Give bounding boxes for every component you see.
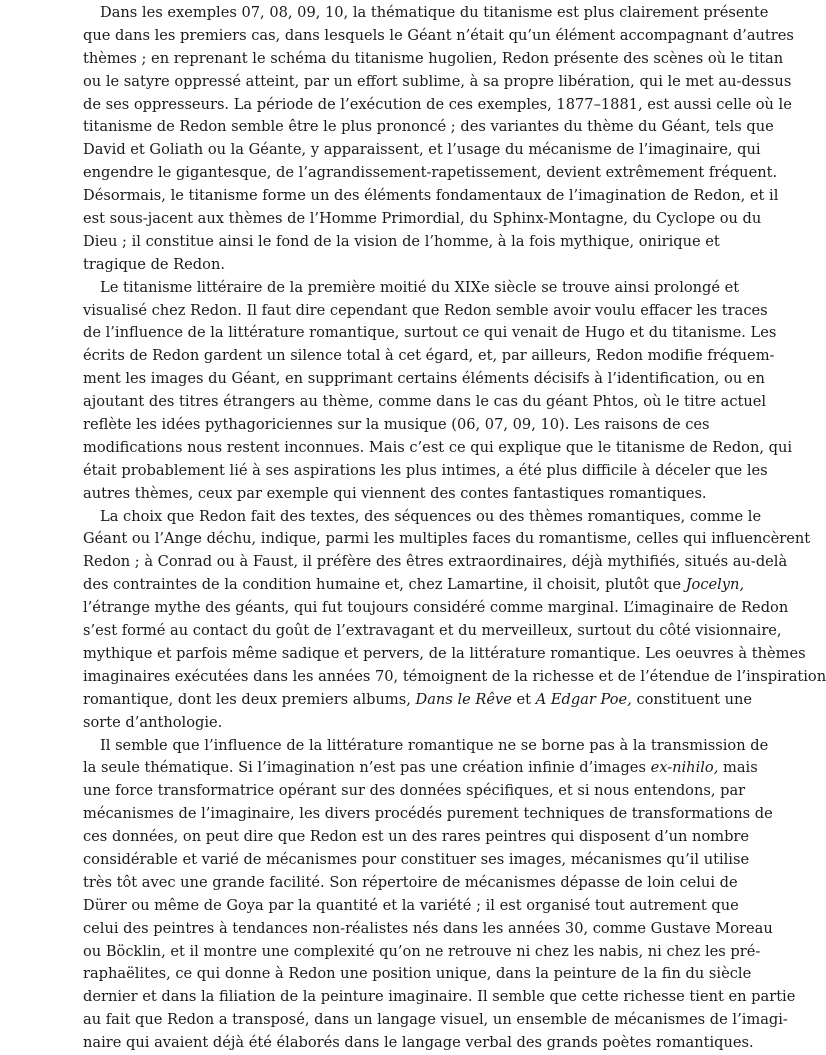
text-line: La choix que Redon fait des textes, des séquences ou des thèmes romantiques, comme le [100, 507, 762, 525]
italic-title-a-edgar-poe: A Edgar Poe, [535, 690, 632, 708]
text-segment: constituent une [631, 690, 753, 708]
text-segment: mais [718, 759, 758, 777]
text-line: écrits de Redon gardent un silence total à cet égard, et, par ailleurs, Redon modifie fréquem- [83, 347, 775, 365]
text-line: Le titanisme littéraire de la première moitié du XIXe siècle se trouve ainsi prolongé et [100, 278, 740, 296]
text-line: titanisme de Redon semble être le plus prononcé ; des variantes du thème du Géant, tels que [83, 118, 774, 136]
text-line: Redon ; à Conrad ou à Faust, il préfère des êtres extraordinaires, déjà mythifiés, situés au-delà [83, 553, 788, 571]
italic-title-jocelyn: Jocelyn, [685, 576, 745, 594]
text-line: au fait que Redon a transposé, dans un langage visuel, un ensemble de mécanismes de l’imagi- [83, 1011, 788, 1029]
text-line: raphaëlites, ce qui donne à Redon une position unique, dans la peinture de la fin du siècle [83, 965, 752, 983]
text-line: Il semble que l’influence de la littérature romantique ne se borne pas à la transmission de [100, 736, 769, 754]
text-line: de l’influence de la littérature romantique, surtout ce qui venait de Hugo et du titanisme. Les [83, 324, 777, 342]
text-line: imaginaires exécutées dans les années 70, témoignent de la richesse et de l’étendue de l’inspiration [83, 667, 826, 685]
text-line: ment les images du Géant, en supprimant certains éléments décisifs à l’identification, ou en [83, 370, 765, 388]
text-line-jocelyn [66, 574, 745, 597]
text-line-albums [66, 689, 753, 712]
paragraph-3 [66, 506, 826, 735]
text-line: que dans les premiers cas, dans lesquels le Géant n’était qu’un élément accompagnant d’autres [83, 26, 794, 44]
text-line: considérable et varié de mécanismes pour constituer ses images, mécanismes qu’il utilise [83, 850, 750, 868]
text-line: naire qui avaient déjà été élaborés dans le langage verbal des grands poètes romantiques. [83, 1034, 754, 1052]
text-line: l’étrange mythe des géants, qui fut toujours considéré comme marginal. L’imaginaire de Redon [83, 599, 789, 617]
text-line: celui des peintres à tendances non-réalistes nés dans les années 30, comme Gustave Moreau [83, 919, 773, 937]
text-line: Dürer ou même de Goya par la quantité et la variété ; il est organisé tout autrement que [83, 896, 739, 914]
paragraph-2 [66, 277, 793, 506]
text-segment: des contraintes de la condition humaine et, chez Lamartine, il choisit, plutôt que [83, 576, 686, 594]
text-line-exnihilo [66, 757, 758, 780]
text-line: autres thèmes, ceux par exemple qui viennent des contes fantastiques romantiques. [83, 484, 707, 502]
text-line: Dans les exemples 07, 08, 09, 10, la thématique du titanisme est plus clairement présente [100, 4, 769, 21]
text-line: Désormais, le titanisme forme un des éléments fondamentaux de l’imagination de Redon, et il [83, 187, 779, 205]
text-line: est sous-jacent aux thèmes de l’Homme Primordial, du Sphinx-Montagne, du Cyclope ou du [83, 210, 762, 228]
italic-term-ex-nihilo: ex-nihilo, [650, 759, 719, 777]
text-line: David et Goliath ou la Géante, y apparaissent, et l’usage du mécanisme de l’imaginaire, qui [83, 141, 761, 159]
text-line: de ses oppresseurs. La période de l’exécution de ces exemples, 1877–1881, est aussi celle où le [83, 95, 792, 113]
text-segment: romantique, dont les deux premiers albums, [83, 690, 416, 708]
text-line: très tôt avec une grande facilité. Son répertoire de mécanismes dépasse de loin celui de [83, 873, 738, 891]
text-line: ou Böcklin, et il montre une complexité qu’on ne retrouve ni chez les nabis, ni chez les pré- [83, 942, 761, 960]
text-line: Géant ou l’Ange déchu, indique, parmi les multiples faces du romantisme, celles qui influencèrent [83, 530, 811, 548]
text-line: mécanismes de l’imaginaire, les divers procédés purement techniques de transformations de [83, 805, 773, 823]
paragraph-4 [66, 735, 796, 1055]
text-line: modifications nous restent inconnues. Mais c’est ce qui explique que le titanisme de Redon, qui [83, 438, 793, 456]
text-line: thèmes ; en reprenant le schéma du titanisme hugolien, Redon présente des scènes où le titan [83, 49, 784, 67]
text-line: une force transformatrice opérant sur des données spécifiques, et si nous entendons, par [83, 782, 746, 800]
italic-title-dans-le-reve: Dans le Rêve [415, 690, 512, 708]
text-line: sorte d’anthologie. [83, 713, 223, 731]
paragraph-1 [66, 2, 794, 277]
text-segment: et [511, 690, 536, 708]
text-line: s’est formé au contact du goût de l’extravagant et du merveilleux, surtout du côté visionnaire, [83, 622, 782, 640]
text-line: ou le satyre oppressé atteint, par un effort sublime, à sa propre libération, qui le met au-dessus [83, 72, 792, 90]
text-line: était probablement lié à ses aspirations les plus intimes, a été plus difficile à déceler que les [83, 461, 768, 479]
text-line: engendre le gigantesque, de l’agrandissement-rapetissement, devient extrêmement fréquent. [83, 164, 778, 182]
text-line: dernier et dans la filiation de la peinture imaginaire. Il semble que cette richesse tient en partie [83, 988, 796, 1006]
text-line: ces données, on peut dire que Redon est un des rares peintres qui disposent d’un nombre [83, 828, 750, 846]
text-line: reflète les idées pythagoriciennes sur la musique (06, 07, 09, 10). Les raisons de ces [83, 416, 710, 434]
text-line: mythique et parfois même sadique et pervers, de la littérature romantique. Les oeuvres à thèmes [83, 644, 806, 662]
text-line: Dieu ; il constitue ainsi le fond de la vision de l’homme, à la fois mythique, onirique et [83, 232, 720, 250]
text-line: visualisé chez Redon. Il faut dire cependant que Redon semble avoir voulu effacer les traces [83, 301, 768, 319]
document-page [66, 2, 826, 1055]
text-segment: la seule thématique. Si l’imagination n’est pas une création infinie d’images [83, 759, 651, 777]
text-line: ajoutant des titres étrangers au thème, comme dans le cas du géant Phtos, où le titre actuel [83, 393, 767, 411]
text-line: tragique de Redon. [83, 255, 225, 273]
